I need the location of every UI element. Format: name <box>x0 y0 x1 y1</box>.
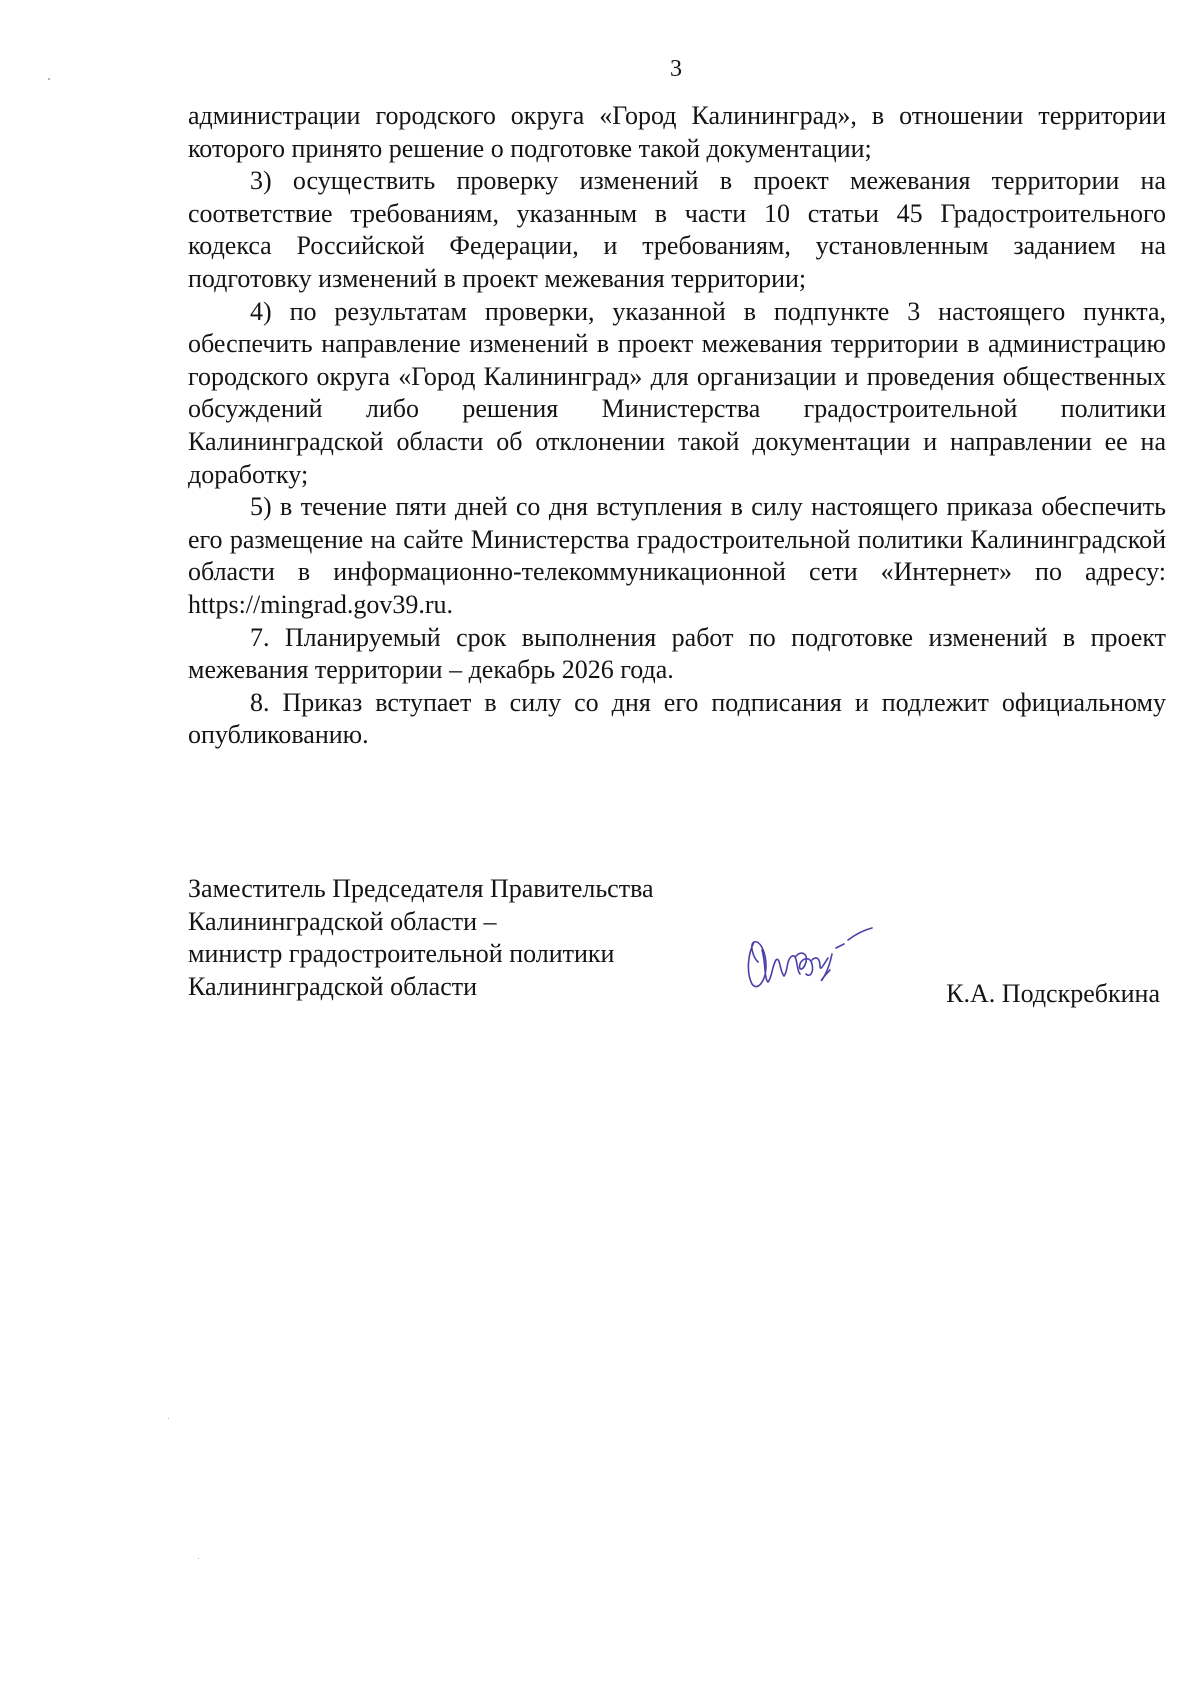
paragraph-point-8: 8. Приказ вступает в силу со дня его подписания и подлежит официальному опубликованию. <box>188 687 1166 750</box>
scan-speck <box>48 78 50 80</box>
scan-speck <box>198 1558 199 1559</box>
position-line: Заместитель Председателя Правительства <box>188 874 654 903</box>
scan-speck <box>168 1418 169 1419</box>
paragraph-item-4: 4) по результатам проверки, указанной в подпункте 3 настоящего пункта, обеспечить направление изменений в проект межевания территории в администрацию городского округа «Город Калининград» для организации и проведения общественных обсуждений либо решения Министерства градостроительной политики Калининградской области об отклонении такой документации и направлении ее на доработку; <box>188 296 1166 489</box>
position-line: Калининградской области <box>188 971 478 1001</box>
position-line: Калининградской области – <box>188 906 497 936</box>
paragraph-item-3: 3) осуществить проверку изменений в проект межевания территории на соответствие требованиям, указанным в части 10 статьи 45 Градостроительного кодекса Российской Федерации, и требованиям, установленным заданием на подготовку изменений в проект межевания территории; <box>188 166 1166 293</box>
paragraph-point-7: 7. Планируемый срок выполнения работ по подготовке изменений в проект межевания территории – декабрь 2026 года. <box>188 622 1166 685</box>
signer-name: К.А. Подскребкина <box>946 979 1160 1008</box>
document-body <box>188 100 1166 752</box>
position-line: министр градостроительной политики <box>188 939 615 969</box>
handwritten-signature <box>740 920 880 1000</box>
paragraph-item-5: 5) в течение пяти дней со дня вступления в силу настоящего приказа обеспечить его размещение на сайте Министерства градостроительной политики Калининградской области в информационно-телекоммуникационной сети «Интернет» по адресу: https://mingrad.gov39.ru. <box>188 492 1166 619</box>
page-number: 3 <box>670 56 682 82</box>
paragraph-continuation: администрации городского округа «Город Калининград», в отношении территории которого принято решение о подготовке такой документации; <box>188 101 1166 163</box>
